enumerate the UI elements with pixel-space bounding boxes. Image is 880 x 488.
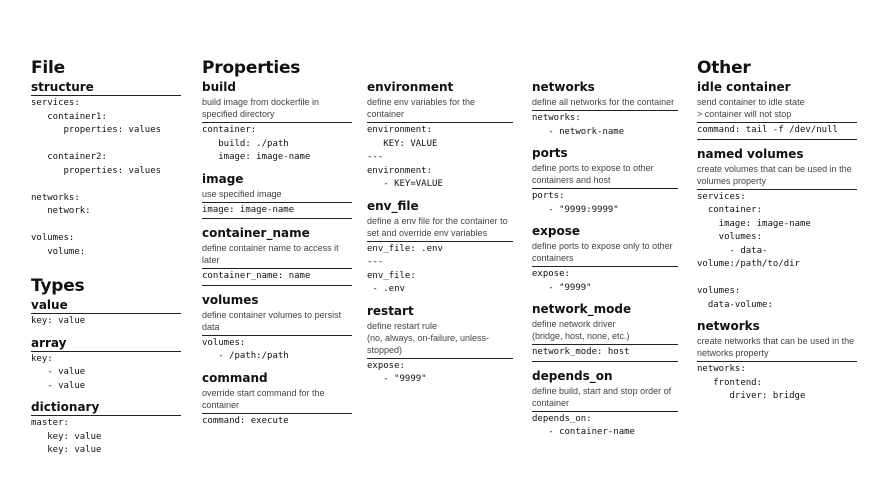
named-volumes-code: services: container: image: image-name volumes: - data- volume:/path/to/dir volumes: data-volume: xyxy=(697,189,857,313)
build-desc: build image from dockerfile in specified directory xyxy=(202,97,320,119)
build-code: container: build: ./path image: image-name xyxy=(202,122,352,165)
command-heading: command xyxy=(202,370,268,385)
idle-container-section xyxy=(697,80,857,140)
env-file-code: env_file: .env --- env_file: - .env xyxy=(367,241,513,297)
value-code: key: value xyxy=(31,313,181,329)
structure-heading: structure xyxy=(31,80,94,94)
image-code: image: image-name xyxy=(202,202,352,220)
networks-heading: networks xyxy=(532,80,595,94)
dictionary-section xyxy=(31,400,181,458)
restart-heading: restart xyxy=(367,303,414,318)
other-title: Other xyxy=(697,58,751,78)
container-name-code: container_name: name xyxy=(202,268,352,286)
depends-on-desc: define build, start and stop order of container xyxy=(532,385,672,408)
restart-code: expose: - "9999" xyxy=(367,358,513,387)
environment-heading: environment xyxy=(367,80,454,94)
structure-section xyxy=(31,80,181,259)
ports-desc: define ports to expose to other containers and host xyxy=(532,163,654,185)
container-name-section xyxy=(202,226,352,286)
networks-section xyxy=(532,80,678,139)
idle-container-heading: idle container xyxy=(697,80,791,94)
environment-section xyxy=(367,80,513,192)
volumes-section xyxy=(202,293,352,364)
idle-container-code: command: tail -f /dev/null xyxy=(697,122,857,140)
expose-section xyxy=(532,224,678,295)
env-file-heading: env_file xyxy=(367,198,419,213)
depends-on-code: depends_on: - container-name xyxy=(532,411,678,440)
depends-on-heading: depends_on xyxy=(532,368,613,383)
array-code: key: - value - value xyxy=(31,351,181,394)
other-networks-heading: networks xyxy=(697,319,760,333)
network-mode-heading: network_mode xyxy=(532,302,632,316)
command-section xyxy=(202,371,352,429)
other-networks-code: networks: frontend: driver: bridge xyxy=(697,361,857,404)
command-desc: override start command for the container xyxy=(202,387,325,410)
restart-section xyxy=(367,304,513,387)
depends-on-section xyxy=(532,369,678,440)
image-heading: image xyxy=(202,171,244,186)
other-networks-section xyxy=(697,319,857,404)
named-volumes-desc: create volumes that can be used in the volumes property xyxy=(697,163,852,186)
volumes-desc: define container volumes to persist data xyxy=(202,309,342,332)
container-name-heading: container_name xyxy=(202,226,310,240)
properties-column-3 xyxy=(532,80,678,447)
dictionary-heading: dictionary xyxy=(31,400,100,414)
command-code: command: execute xyxy=(202,413,352,429)
structure-code: services: container1: properties: values container2: properties: values networks: network: volumes: volume: xyxy=(31,95,181,259)
expose-code: expose: - "9999" xyxy=(532,266,678,295)
other-column xyxy=(697,58,857,411)
environment-code: environment: KEY: VALUE --- environment: - KEY=VALUE xyxy=(367,122,513,192)
named-volumes-section xyxy=(697,147,857,313)
spacer xyxy=(31,266,181,276)
dictionary-code: master: key: value key: value xyxy=(31,415,181,458)
environment-desc: define env variables for the container xyxy=(367,97,476,119)
named-volumes-heading: named volumes xyxy=(697,146,804,161)
image-desc: use specified image xyxy=(202,188,282,199)
network-mode-desc: define network driver (bridge, host, none, etc.) xyxy=(532,319,630,341)
array-section xyxy=(31,336,181,394)
volumes-code: volumes: - /path:/path xyxy=(202,335,352,364)
ports-code: ports: - "9999:9999" xyxy=(532,188,678,217)
image-section xyxy=(202,172,352,220)
expose-desc: define ports to expose only to other containers xyxy=(532,241,673,263)
types-title: Types xyxy=(31,276,85,296)
idle-container-desc: send container to idle state > container will not stop xyxy=(697,97,805,119)
properties-column xyxy=(202,58,352,435)
expose-heading: expose xyxy=(532,224,580,238)
ports-section xyxy=(532,146,678,217)
build-section xyxy=(202,80,352,165)
properties-column-2 xyxy=(367,80,513,394)
env-file-desc: define a env file for the container to set and override env variables xyxy=(367,215,508,238)
file-title: File xyxy=(31,58,65,78)
networks-desc: define all networks for the container xyxy=(532,97,675,107)
network-mode-code: network_mode: host xyxy=(532,344,678,362)
network-mode-section xyxy=(532,302,678,362)
array-heading: array xyxy=(31,335,67,350)
networks-code: networks: - network-name xyxy=(532,110,678,139)
env-file-section xyxy=(367,199,513,297)
value-heading: value xyxy=(31,298,68,312)
properties-title: Properties xyxy=(202,58,301,78)
build-heading: build xyxy=(202,80,236,94)
container-name-desc: define container name to access it later xyxy=(202,243,339,265)
value-section xyxy=(31,298,181,329)
other-networks-desc: create networks that can be used in the networks property xyxy=(697,336,855,358)
volumes-heading: volumes xyxy=(202,292,259,307)
ports-heading: ports xyxy=(532,146,568,160)
restart-desc: define restart rule (no, always, on-failure, unless-stopped) xyxy=(367,320,490,355)
file-column xyxy=(31,58,181,465)
